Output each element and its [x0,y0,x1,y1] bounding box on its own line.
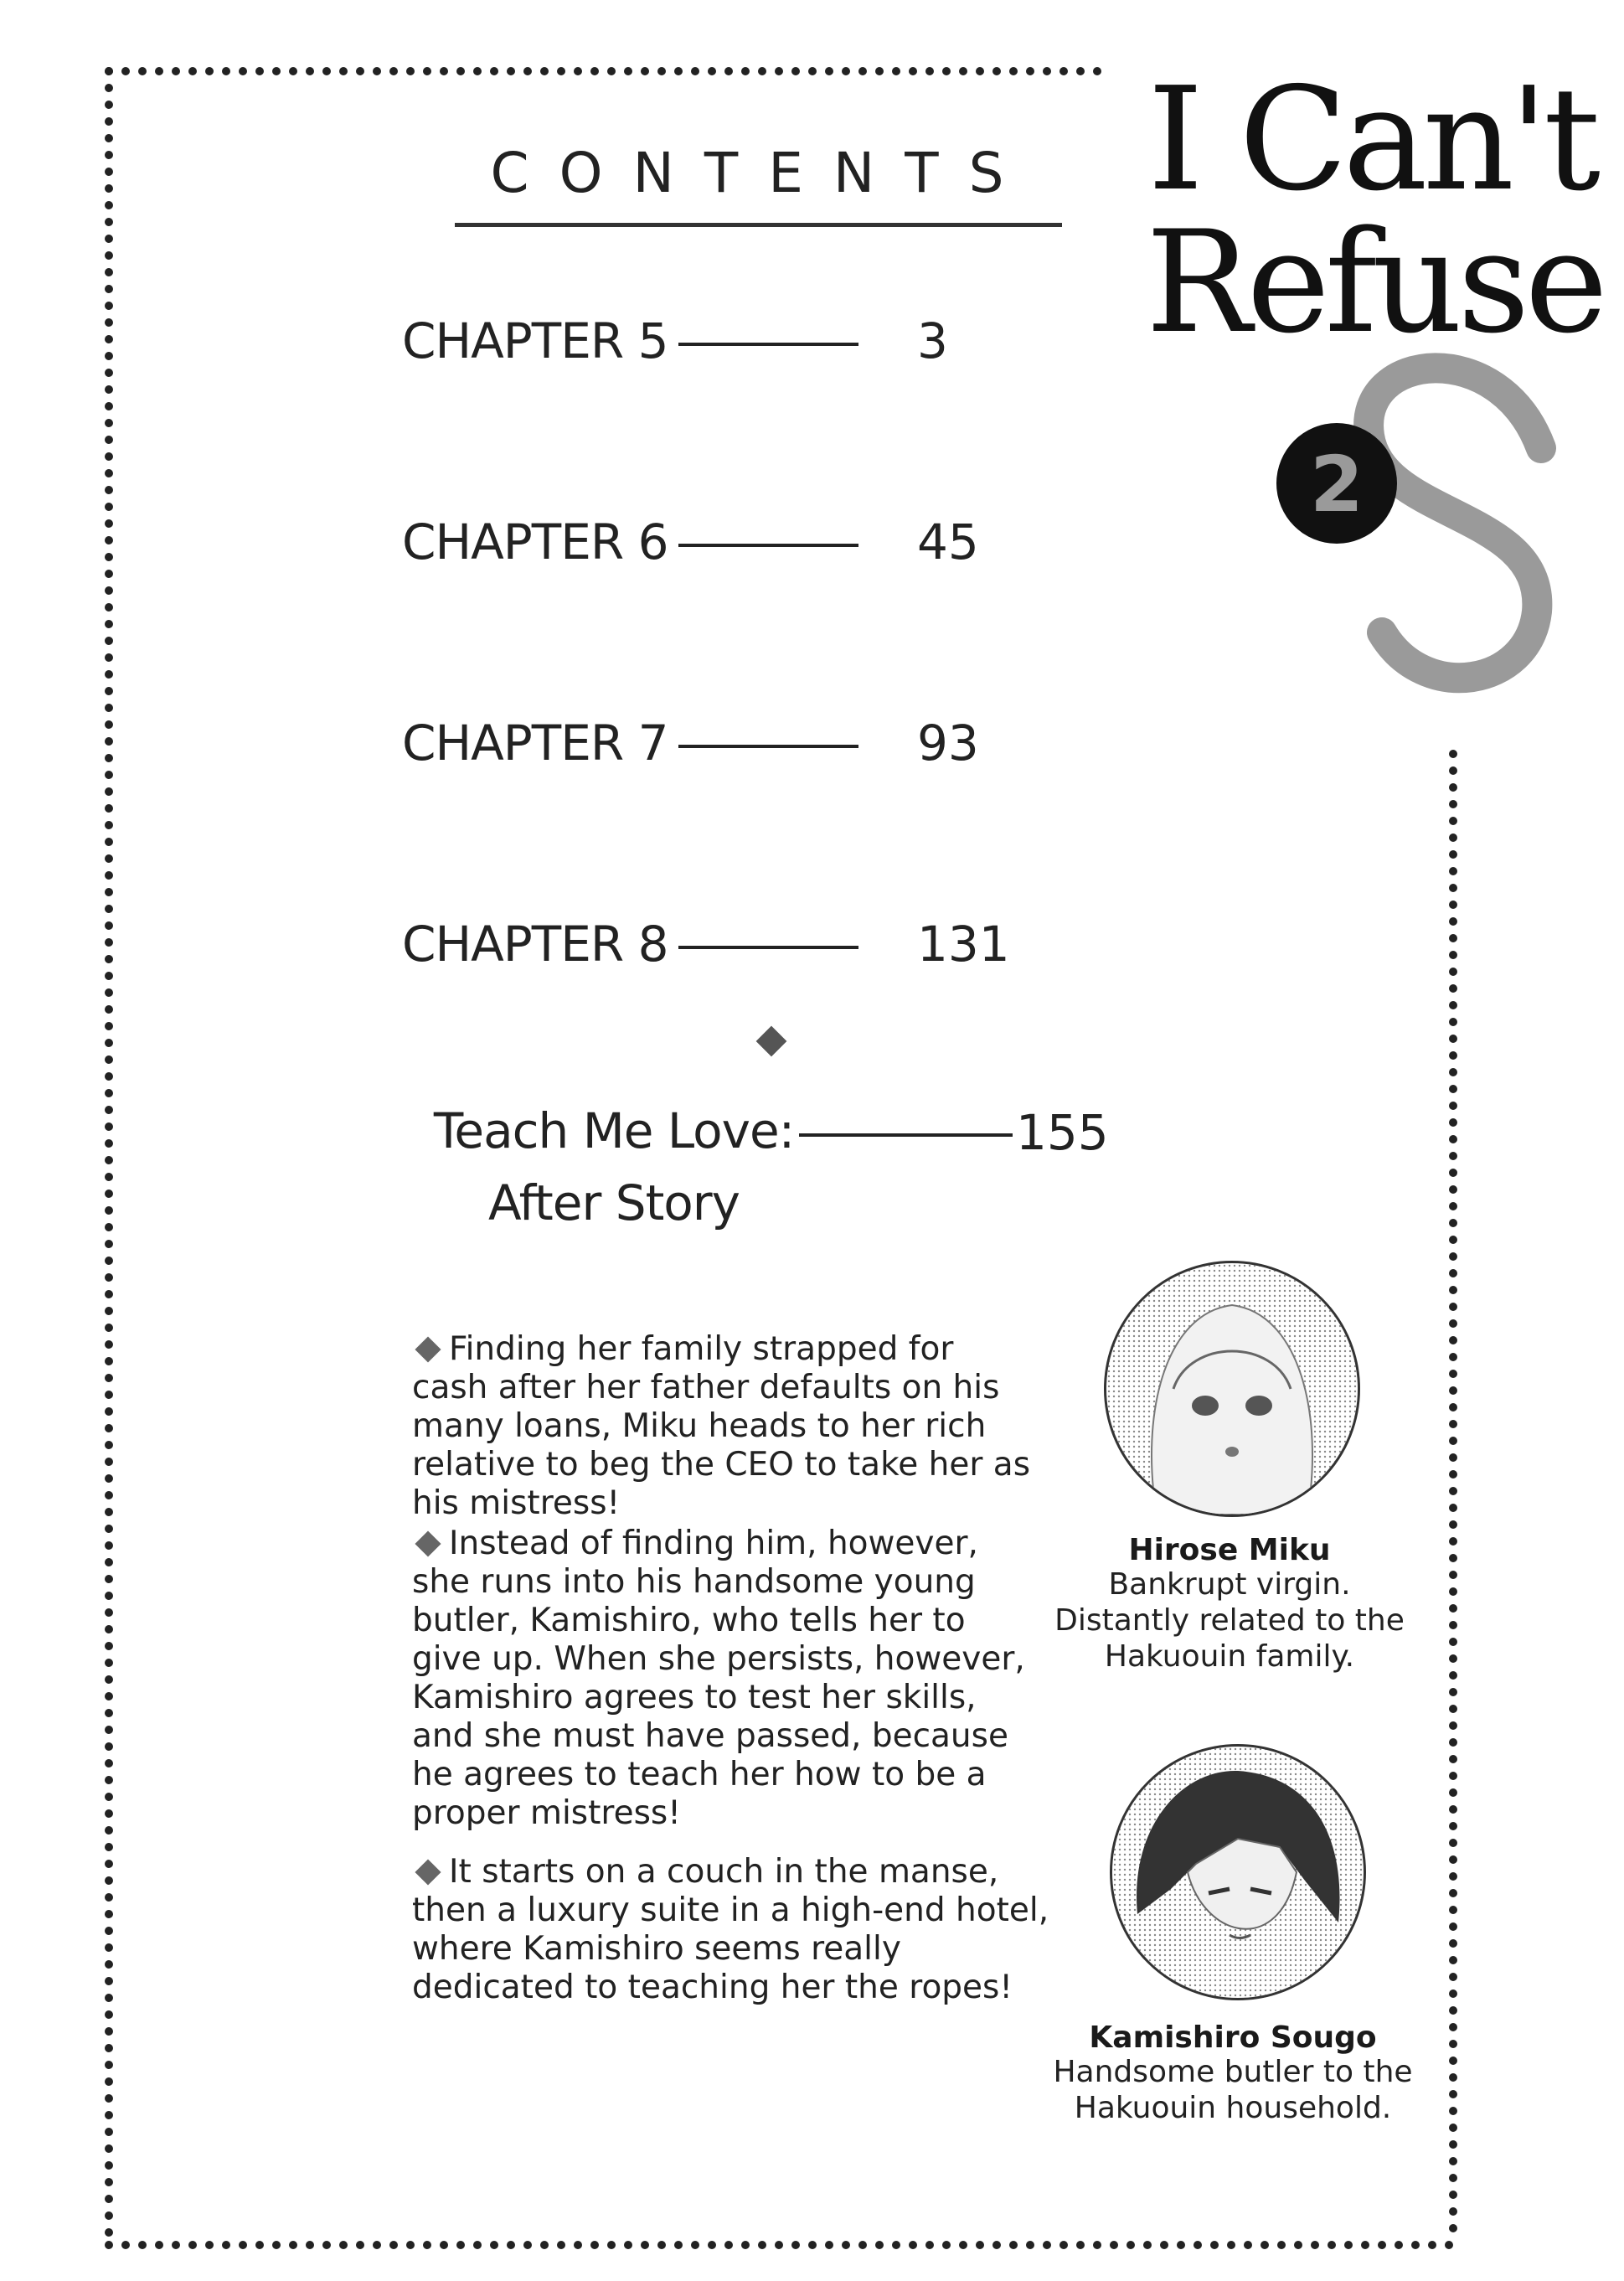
toc-leader-line [799,1133,1013,1137]
character-description-line: Distantly related to the [1054,1603,1405,1638]
logo-title-letter: S [0,0,1,1]
toc-page-number: 155 [1016,1104,1109,1161]
synopsis-text: Instead of finding him, however, she runs into his handsome young butler, Kamishiro, who tells her to give up. When she persists, however, Kamishiro agrees to test her skills, and she must have passed, because he agrees to teach her how to be a proper mistress! [412,1525,1025,1832]
synopsis-paragraph [412,1853,1065,2007]
diamond-bullet-icon [415,1336,441,1362]
character-portrait-kamishiro [1110,1744,1366,2000]
character-name: Hirose Miku [1128,1533,1331,1567]
character-description [1040,2054,1426,2126]
toc-chapter-label: CHAPTER 5 [402,312,668,369]
logo [0,0,1603,678]
volume-number: 2 [1309,440,1364,529]
toc-chapter-label: CHAPTER 8 [402,916,668,973]
diamond-bullet-icon [415,1859,441,1885]
logo-title-line2: Refuse [1146,200,1603,364]
logo-title-line1: I Can't [1147,57,1596,223]
toc-chapter-label: CHAPTER 7 [402,715,668,772]
contents-underline [455,223,1062,227]
diamond-bullet-icon [415,1530,441,1556]
toc-page-number: 3 [917,312,948,369]
synopsis-paragraph [412,1525,1032,1833]
synopsis-text: It starts on a couch in the manse, then a luxury suite in a high-end hotel, where Kamishiro seems really dedicated to teaching her the ropes! [412,1853,1049,2006]
character-description-line: Bankrupt virgin. [1108,1567,1351,1602]
toc-page-number: 45 [917,513,979,570]
character-description-line: Hakuouin family. [1104,1639,1355,1674]
toc-leader-line [678,343,858,346]
character-description-line: Handsome butler to the [1053,2055,1413,2089]
contents-heading: CONTENTS [490,141,1034,205]
toc-page-number: 93 [917,715,979,772]
character-description-line: Hakuouin household. [1074,2091,1392,2125]
toc-leader-line [678,745,858,748]
toc-extra-label-line2: After Story [488,1174,740,1231]
toc-leader-line [678,946,858,949]
toc-chapter-label: CHAPTER 6 [402,513,668,570]
toc-page-number: 131 [917,916,1010,973]
character-name: Kamishiro Sougo [1089,2020,1377,2055]
toc-leader-line [678,544,858,547]
toc-extra-label[interactable] [430,1095,798,1239]
toc-extra-label-line1: Teach Me Love: [433,1102,795,1159]
logo-s-letter [1369,368,1541,678]
synopsis-text: Finding her family strapped for cash after her father defaults on his many loans, Miku heads to her rich relative to beg the CEO to take her as his mistress! [412,1330,1031,1522]
character-portrait-miku [1104,1261,1360,1517]
character-description [1045,1566,1414,1675]
synopsis-paragraph [412,1330,1032,1523]
